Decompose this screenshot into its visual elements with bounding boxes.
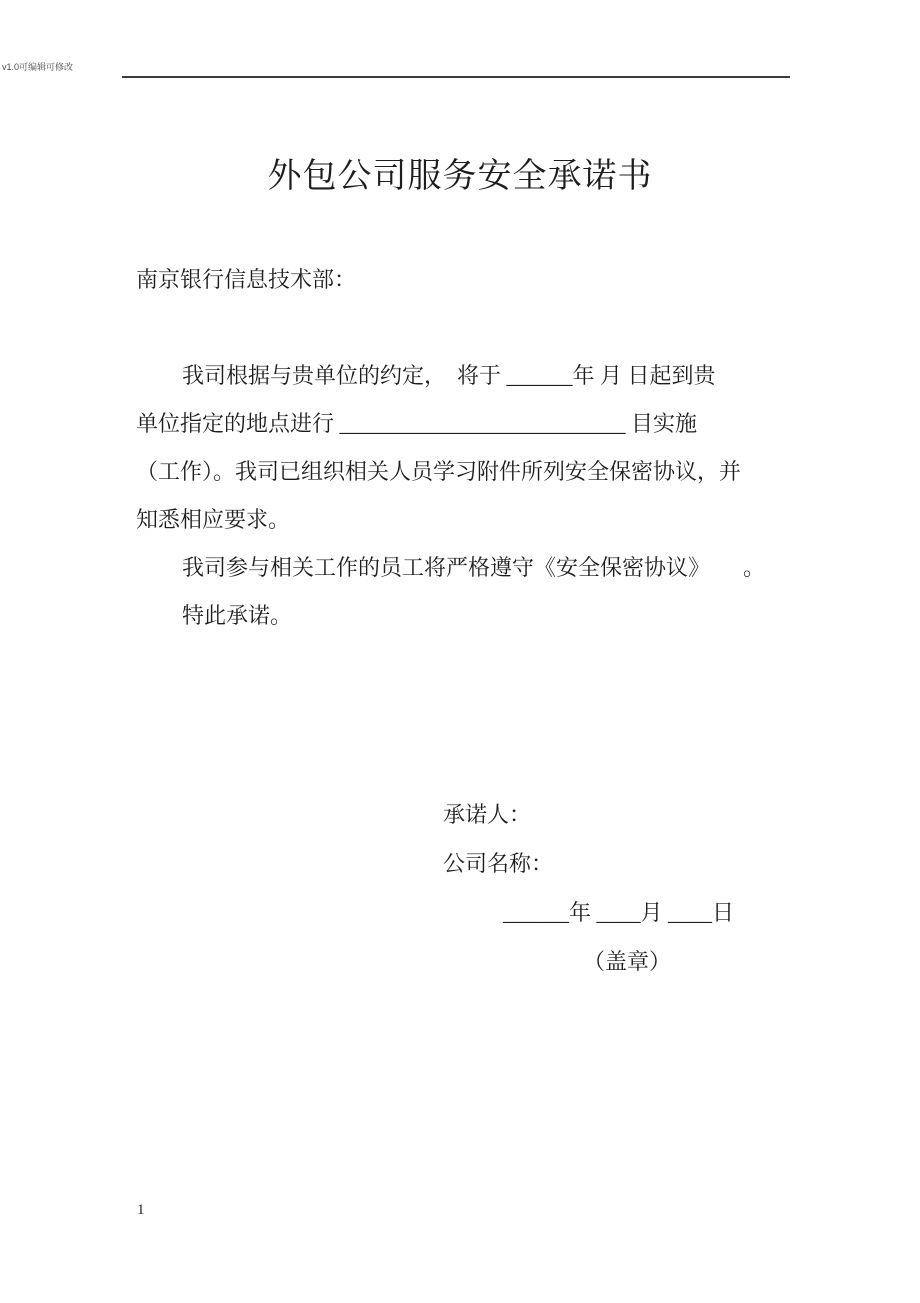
body-paragraphs xyxy=(136,352,796,640)
body-line-1: 我司根据与贵单位的约定， 将于 ______年 月 日起到贵 xyxy=(182,363,716,388)
body-line-2: 单位指定的地点进行 __________________________ 目实施 xyxy=(136,411,698,436)
document-title: 外包公司服务安全承诺书 xyxy=(267,158,653,195)
promisor-label: 承诺人： xyxy=(443,802,532,827)
seal-label: （盖章） xyxy=(583,949,672,974)
body-line-4: 知悉相应要求。 xyxy=(136,507,291,532)
company-name-label: 公司名称： xyxy=(443,851,554,876)
signature-block xyxy=(443,790,734,986)
header-rule xyxy=(122,76,790,78)
version-watermark: v1.0可编辑可修改 xyxy=(2,62,74,72)
body-line-5: 我司参与相关工作的员工将严格遵守《安全保密协议》 。 xyxy=(182,555,766,580)
signature-date-line: ______年 ____月 ____日 xyxy=(503,900,735,925)
page-number: 1 xyxy=(137,1202,145,1218)
addressee-line: 南京银行信息技术部： xyxy=(136,267,357,292)
body-line-6: 特此承诺。 xyxy=(182,603,293,628)
body-line-3: （工作）。我司已组织相关人员学习附件所列安全保密协议，并 xyxy=(136,459,742,484)
